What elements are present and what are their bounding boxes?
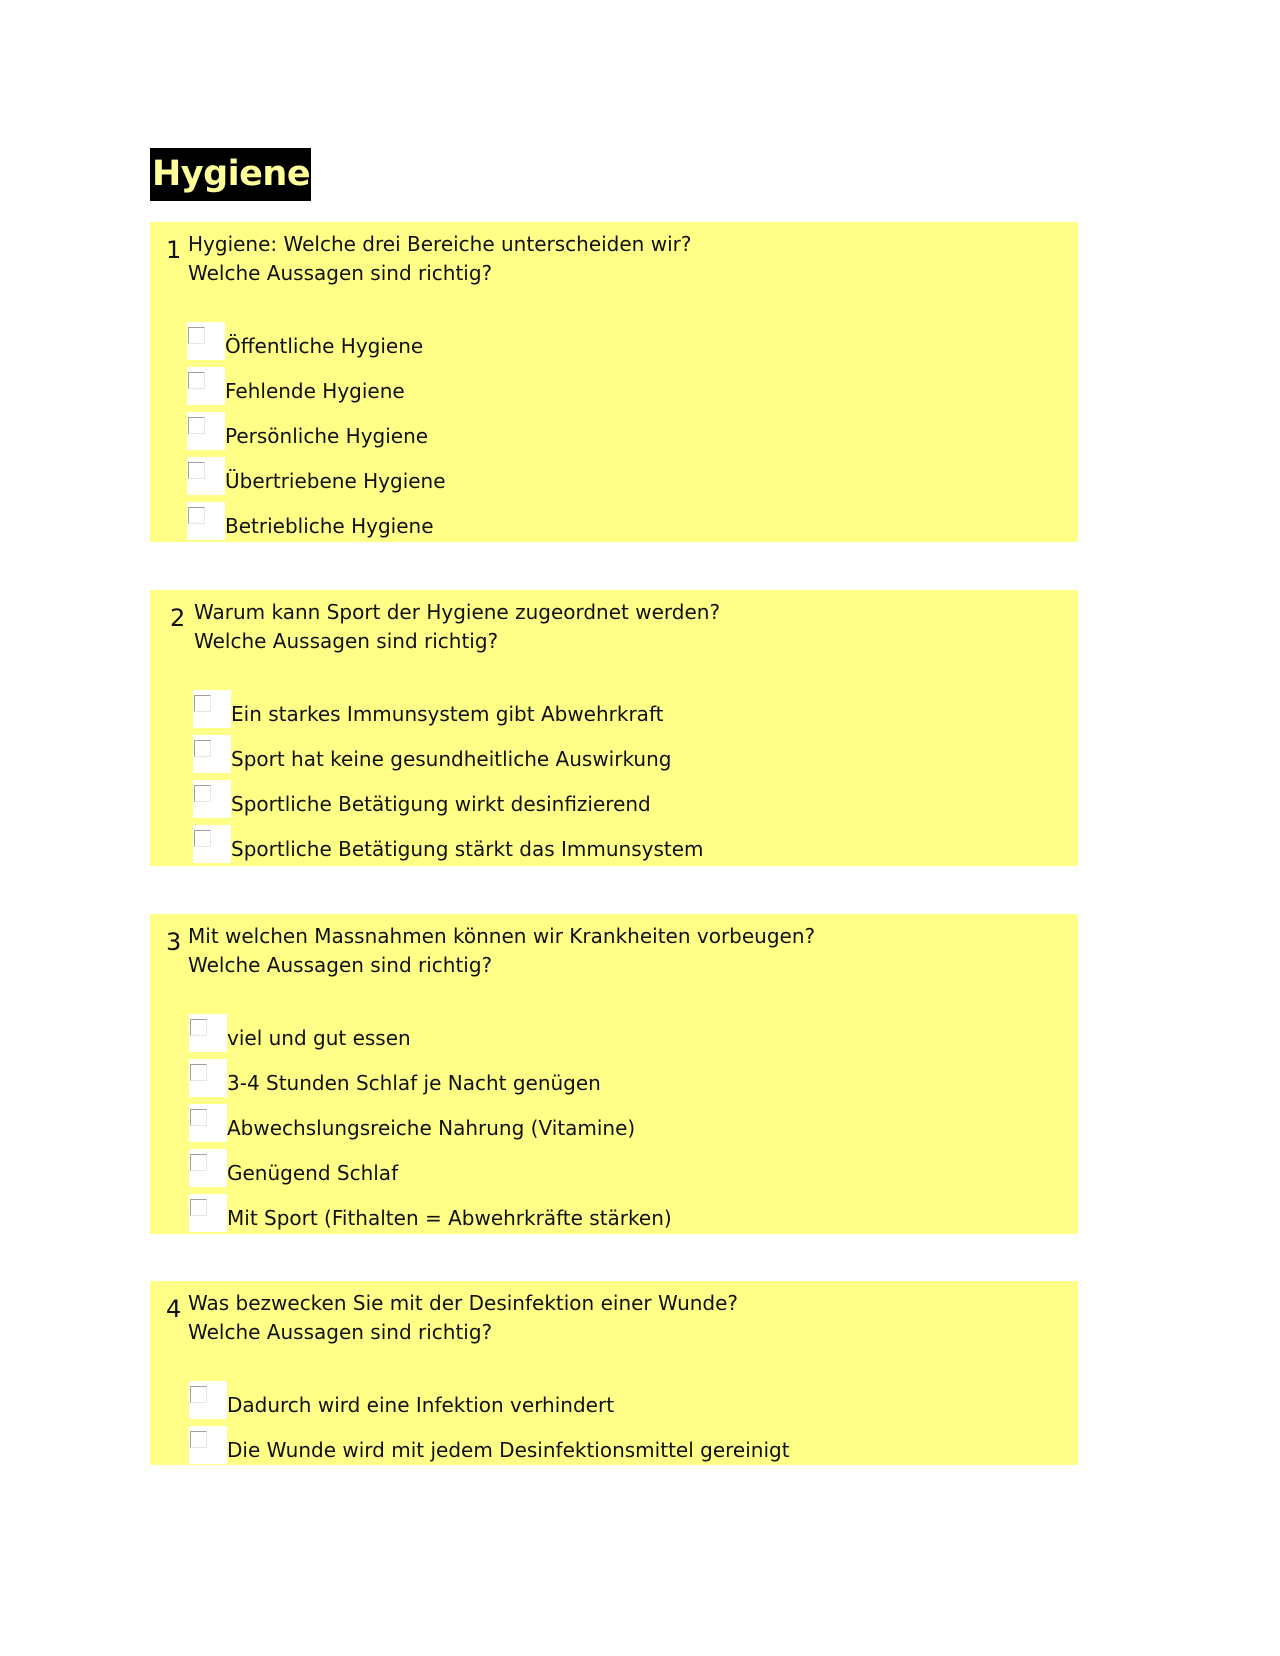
checkbox-frame: [193, 690, 231, 728]
question-block-3: [150, 914, 1078, 1234]
option-label: Persönliche Hygiene: [225, 424, 429, 448]
option-label: Mit Sport (Fithalten = Abwehrkräfte stärken): [227, 1206, 672, 1230]
option-label: Abwechslungsreiche Nahrung (Vitamine): [227, 1116, 636, 1140]
checkbox-frame: [189, 1426, 227, 1464]
option-label: Öffentliche Hygiene: [225, 334, 424, 358]
checkbox[interactable]: [190, 1199, 207, 1216]
question-line: Warum kann Sport der Hygiene zugeordnet werden?: [194, 600, 721, 624]
option-label: Übertriebene Hygiene: [225, 469, 446, 493]
option-label: Ein starkes Immunsystem gibt Abwehrkraft: [231, 702, 664, 726]
checkbox[interactable]: [188, 327, 205, 344]
question-header: [170, 598, 720, 656]
question-number: 2: [170, 604, 186, 632]
question-text: [186, 922, 815, 980]
option-label: Dadurch wird eine Infektion verhindert: [227, 1393, 615, 1417]
checkbox-frame: [189, 1104, 227, 1142]
option-label: Sportliche Betätigung wirkt desinfizierend: [231, 792, 651, 816]
question-text: [186, 1289, 738, 1347]
checkbox[interactable]: [194, 740, 211, 757]
question-number: 1: [166, 236, 182, 264]
checkbox-frame: [187, 502, 225, 540]
checkbox-frame: [189, 1381, 227, 1419]
checkbox[interactable]: [190, 1431, 207, 1448]
option-label: 3-4 Stunden Schlaf je Nacht genügen: [227, 1071, 601, 1095]
option-label: Sportliche Betätigung stärkt das Immunsystem: [231, 837, 704, 861]
question-block-2: [150, 590, 1078, 866]
question-header: [166, 230, 691, 288]
checkbox[interactable]: [190, 1019, 207, 1036]
checkbox-frame: [193, 825, 231, 863]
question-line: Mit welchen Massnahmen können wir Krankheiten vorbeugen?: [188, 924, 816, 948]
checkbox[interactable]: [188, 462, 205, 479]
checkbox[interactable]: [190, 1109, 207, 1126]
checkbox-frame: [187, 457, 225, 495]
checkbox-frame: [187, 322, 225, 360]
checkbox[interactable]: [188, 507, 205, 524]
question-line: Was bezwecken Sie mit der Desinfektion einer Wunde?: [188, 1291, 739, 1315]
question-block-1: [150, 222, 1078, 542]
checkbox[interactable]: [194, 830, 211, 847]
question-block-4: [150, 1281, 1078, 1465]
question-number: 4: [166, 1295, 182, 1323]
option-label: Fehlende Hygiene: [225, 379, 405, 403]
option-label: Sport hat keine gesundheitliche Auswirkung: [231, 747, 672, 771]
question-line: Welche Aussagen sind richtig?: [194, 629, 499, 653]
checkbox[interactable]: [194, 695, 211, 712]
question-line: Welche Aussagen sind richtig?: [188, 953, 493, 977]
question-header: [166, 1289, 738, 1347]
question-number: 3: [166, 928, 182, 956]
checkbox[interactable]: [190, 1064, 207, 1081]
question-text: [186, 230, 691, 288]
checkbox-frame: [187, 367, 225, 405]
checkbox-frame: [189, 1194, 227, 1232]
checkbox-frame: [193, 735, 231, 773]
checkbox-frame: [189, 1059, 227, 1097]
checkbox[interactable]: [190, 1386, 207, 1403]
checkbox-frame: [189, 1149, 227, 1187]
checkbox[interactable]: [194, 785, 211, 802]
question-header: [166, 922, 815, 980]
page-title: Hygiene: [150, 148, 311, 201]
checkbox-frame: [193, 780, 231, 818]
question-text: [190, 598, 720, 656]
question-line: Hygiene: Welche drei Bereiche unterscheiden wir?: [188, 232, 692, 256]
option-label: Genügend Schlaf: [227, 1161, 399, 1185]
question-line: Welche Aussagen sind richtig?: [188, 261, 493, 285]
question-line: Welche Aussagen sind richtig?: [188, 1320, 493, 1344]
checkbox-frame: [187, 412, 225, 450]
option-label: Betriebliche Hygiene: [225, 514, 434, 538]
option-label: viel und gut essen: [227, 1026, 411, 1050]
checkbox[interactable]: [190, 1154, 207, 1171]
checkbox[interactable]: [188, 417, 205, 434]
option-label: Die Wunde wird mit jedem Desinfektionsmittel gereinigt: [227, 1438, 790, 1462]
checkbox-frame: [189, 1014, 227, 1052]
checkbox[interactable]: [188, 372, 205, 389]
